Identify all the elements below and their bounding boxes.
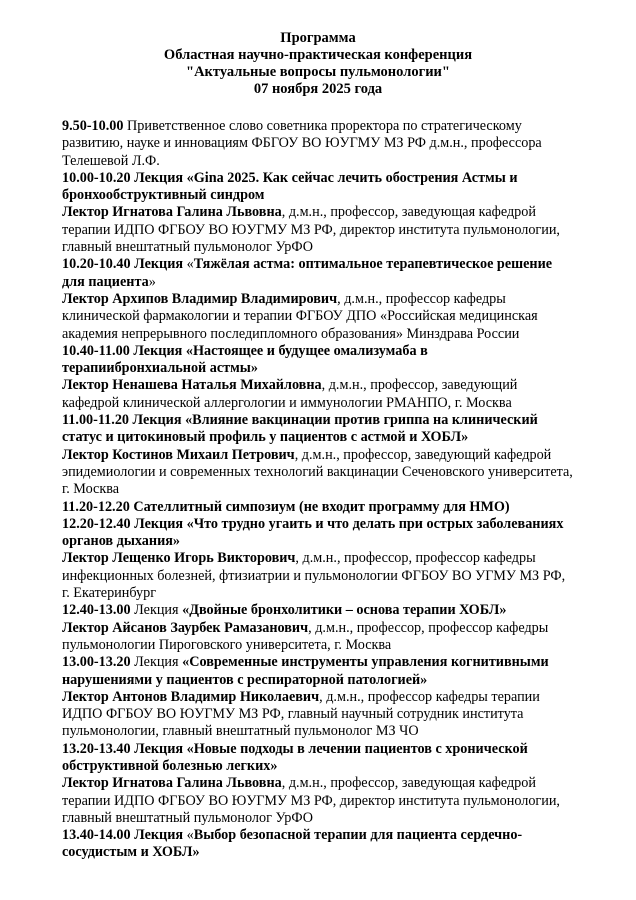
bold-text: Лектор Костинов Михаил Петрович bbox=[62, 446, 295, 463]
program-line bbox=[62, 481, 622, 498]
bold-text: «Современные инструменты управления когнитивными bbox=[182, 654, 549, 671]
program-line bbox=[62, 585, 622, 602]
bold-text: сосудистым и ХОБЛ» bbox=[62, 844, 200, 861]
program-line bbox=[62, 516, 622, 533]
program-line bbox=[62, 308, 622, 325]
bold-text: 12.20-12.40 Лекция «Что трудно угаить и что делать при острых заболеваниях bbox=[62, 515, 564, 532]
text: эпидемиологии и современных технологий вакцинации Сеченовского университета, bbox=[62, 463, 573, 480]
text: Лекция bbox=[134, 602, 183, 619]
program-line bbox=[62, 672, 622, 689]
program-line bbox=[62, 360, 622, 377]
program-line bbox=[62, 602, 622, 619]
bold-text: бронхообструктивный синдром bbox=[62, 187, 265, 204]
program-line bbox=[62, 827, 622, 844]
program-line bbox=[62, 187, 622, 204]
program-line bbox=[62, 170, 622, 187]
program-line bbox=[62, 222, 622, 239]
bold-text: 11.00-11.20 Лекция «Влияние вакцинации против гриппа на клинический bbox=[62, 412, 538, 429]
text: , д.м.н., профессор, заведующий bbox=[321, 377, 518, 394]
text: » bbox=[148, 273, 156, 290]
program-line bbox=[62, 274, 622, 291]
program-line bbox=[62, 775, 622, 792]
bold-text: нарушениями у пациентов с респираторной патологией» bbox=[62, 671, 428, 688]
text: , д.м.н., профессор, профессор кафедры bbox=[308, 619, 549, 636]
program-line bbox=[62, 637, 622, 654]
program-line bbox=[62, 395, 622, 412]
program-line bbox=[62, 741, 622, 758]
program-line bbox=[62, 758, 622, 775]
bold-text: Выбор безопасной терапии для пациента сердечно- bbox=[193, 827, 523, 844]
text: « bbox=[186, 827, 194, 844]
bold-text: Лектор Игнатова Галина Львовна bbox=[62, 204, 282, 221]
program-line bbox=[62, 447, 622, 464]
program-header bbox=[0, 30, 636, 98]
bold-text: Лектор Лещенко Игорь Викторович bbox=[62, 550, 296, 567]
bold-text: 10.20-10.40 Лекция bbox=[62, 256, 187, 273]
program-line bbox=[62, 204, 622, 221]
bold-text: Тяжёлая астма: оптимальное терапевтическое решение bbox=[193, 256, 553, 273]
bold-text: 9.50-10.00 bbox=[62, 118, 128, 134]
program-line bbox=[62, 135, 622, 152]
program-line bbox=[62, 550, 622, 567]
program-line bbox=[62, 533, 622, 550]
bold-text: терапиибронхиальной астмы» bbox=[62, 360, 258, 377]
program-line bbox=[62, 118, 622, 135]
conference-date: 07 ноября 2025 года bbox=[253, 81, 383, 97]
text: , д.м.н., профессор, заведующая кафедрой bbox=[281, 775, 536, 792]
bold-text: 12.40-13.00 bbox=[62, 602, 135, 619]
program-body bbox=[62, 118, 622, 862]
bold-text: 10.00-10.20 Лекция «Gina 2025. Как сейчас лечить обострения Астмы и bbox=[62, 169, 518, 186]
bold-text: статус и цитокиновый профиль у пациентов с астмой и ХОБЛ» bbox=[62, 429, 469, 446]
program-line bbox=[62, 654, 622, 671]
bold-text: 10.40-11.00 Лекция «Настоящее и будущее омализумаба в bbox=[62, 342, 428, 359]
bold-text: органов дыхания» bbox=[62, 533, 181, 550]
text: пульмонологии, главный внештатный пульмонолог МЗ ЧО bbox=[62, 723, 419, 740]
program-line bbox=[62, 568, 622, 585]
program-line bbox=[62, 256, 622, 273]
program-line bbox=[62, 844, 622, 861]
bold-text: Лектор Архипов Владимир Владимирович bbox=[62, 290, 338, 307]
program-line bbox=[62, 343, 622, 360]
text: Приветственное слово советника проректора по стратегическому bbox=[127, 118, 522, 134]
bold-text: Лектор Ненашева Наталья Михайловна bbox=[62, 377, 322, 394]
bold-text: 13.40-14.00 Лекция bbox=[62, 827, 187, 844]
text: Телешевой Л.Ф. bbox=[62, 152, 160, 169]
bold-text: Лектор Антонов Владимир Николаевич bbox=[62, 688, 320, 705]
text: главный внештатный пульмонолог УрФО bbox=[62, 809, 313, 826]
bold-text: обструктивной болезнью легких» bbox=[62, 757, 278, 774]
program-line bbox=[62, 326, 622, 343]
text: главный внештатный пульмонолог УрФО bbox=[62, 239, 313, 256]
text: , д.м.н., профессор, профессор кафедры bbox=[295, 550, 536, 567]
text: развитию, науке и инновациям ФБГОУ ВО ЮУГМУ МЗ РФ д.м.н., профессора bbox=[62, 135, 542, 152]
bold-text: «Двойные бронхолитики – основа терапии ХОБЛ» bbox=[182, 602, 507, 619]
program-line bbox=[62, 464, 622, 481]
text: г. Екатеринбург bbox=[62, 585, 157, 602]
program-line bbox=[62, 620, 622, 637]
program-line bbox=[62, 793, 622, 810]
program-line bbox=[62, 429, 622, 446]
program-line bbox=[62, 689, 622, 706]
text: инфекционных болезней, фтизиатрии и пульмонологии ФГБОУ ВО УГМУ МЗ РФ, bbox=[62, 567, 566, 584]
bold-text: Лектор Игнатова Галина Львовна bbox=[62, 775, 282, 792]
program-line bbox=[62, 810, 622, 827]
text: г. Москва bbox=[62, 481, 120, 498]
text: ИДПО ФГБОУ ВО ЮУГМУ МЗ РФ, главный научный сотрудник института bbox=[62, 706, 524, 723]
text: терапии ИДПО ФГБОУ ВО ЮУГМУ МЗ РФ, директор института пульмонологии, bbox=[62, 221, 560, 238]
text: Лекция bbox=[134, 654, 183, 671]
text: кафедрой клинической аллергологии и иммунологии РМАНПО, г. Москва bbox=[62, 394, 512, 411]
conference-name: Областная научно-практическая конференция bbox=[163, 47, 473, 63]
text: академия непрерывного последипломного образования» Минздрава России bbox=[62, 325, 520, 342]
program-line bbox=[62, 706, 622, 723]
text: , д.м.н., профессор, заведующая кафедрой bbox=[281, 204, 536, 221]
program-line bbox=[62, 723, 622, 740]
bold-text: 13.00-13.20 bbox=[62, 654, 135, 671]
program-line bbox=[62, 291, 622, 308]
bold-text: Лектор Айсанов Заурбек Рамазанович bbox=[62, 619, 309, 636]
text: терапии ИДПО ФГБОУ ВО ЮУГМУ МЗ РФ, директор института пульмонологии, bbox=[62, 792, 560, 809]
program-title: Программа bbox=[280, 30, 356, 46]
conference-theme: "Актуальные вопросы пульмонологии" bbox=[186, 64, 450, 80]
bold-text: 13.20-13.40 Лекция «Новые подходы в лечении пациентов с хронической bbox=[62, 740, 528, 757]
text: « bbox=[186, 256, 194, 273]
text: , д.м.н., профессор кафедры терапии bbox=[319, 688, 540, 705]
program-line bbox=[62, 377, 622, 394]
text: клинической фармакологии и терапии ФГБОУ ДПО «Российская медицинская bbox=[62, 308, 538, 325]
program-line bbox=[62, 412, 622, 429]
text: , д.м.н., профессор кафедры bbox=[337, 290, 506, 307]
bold-text: для пациента bbox=[62, 273, 149, 290]
program-line bbox=[62, 153, 622, 170]
bold-text: 11.20-12.20 Сателлитный симпозиум (не входит программу для НМО) bbox=[62, 498, 510, 515]
program-line bbox=[62, 499, 622, 516]
text: пульмонологии Пироговского университета, г. Москва bbox=[62, 636, 392, 653]
text: , д.м.н., профессор, заведующий кафедрой bbox=[294, 446, 552, 463]
program-line bbox=[62, 239, 622, 256]
